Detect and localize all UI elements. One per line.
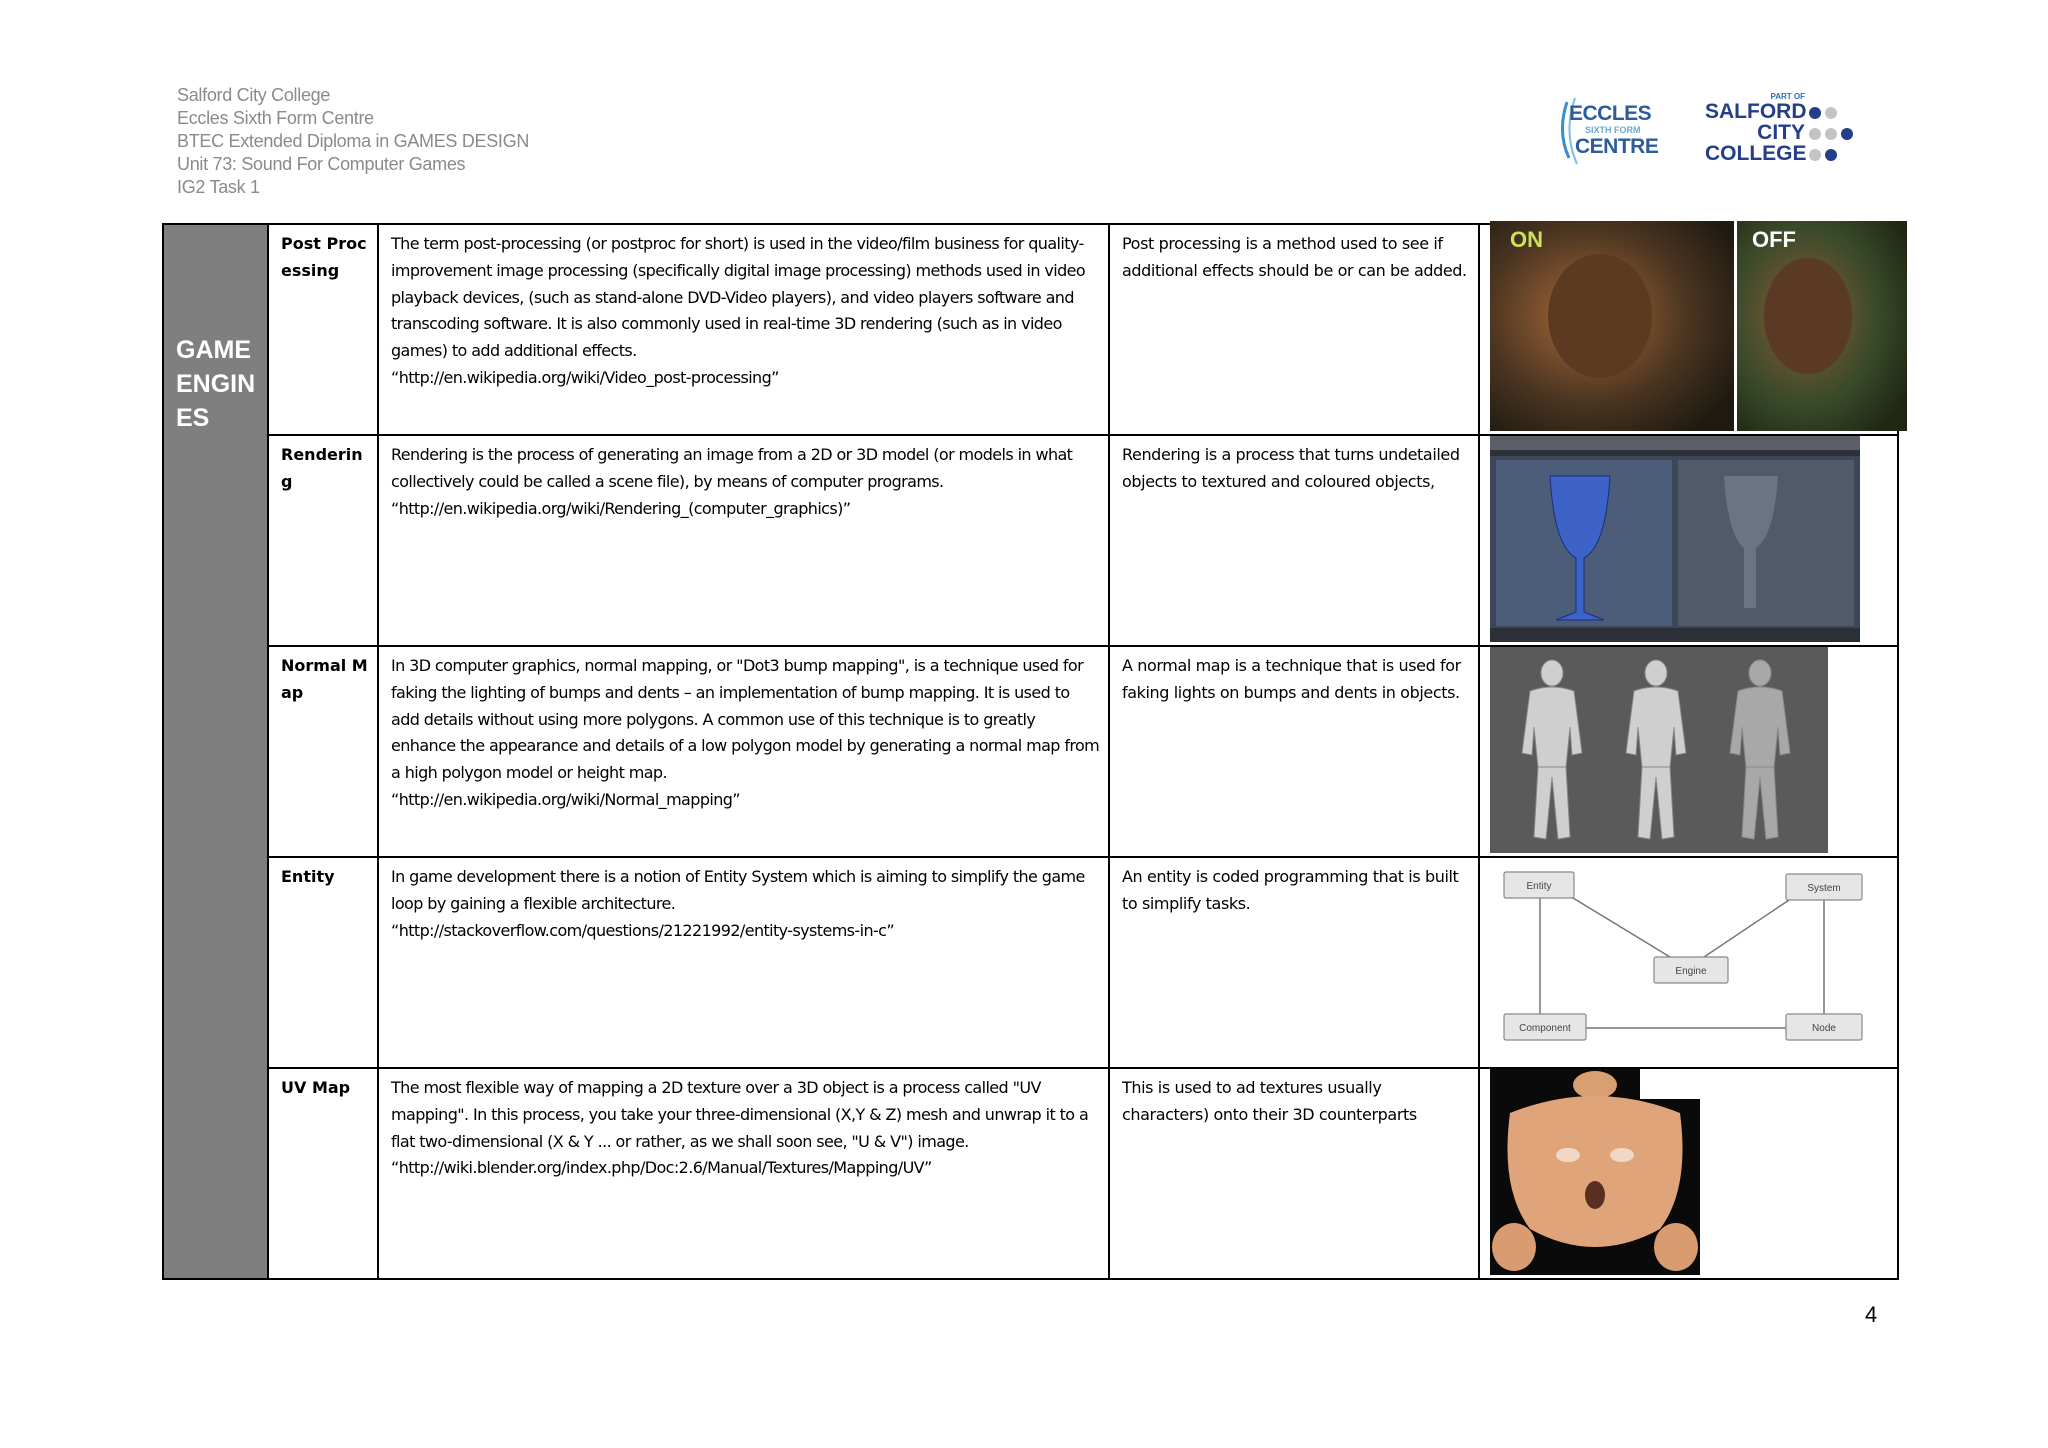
diagram-node-system: System [1807,883,1841,894]
summary-cell: A normal map is a technique that is used for faking lights on bumps and dents in objects. [1109,646,1479,857]
source-link[interactable]: “http://en.wikipedia.org/wiki/Video_post-processing” [391,367,779,387]
section-label-cell [163,224,268,1279]
header-line: BTEC Extended Diploma in GAMES DESIGN [177,131,530,151]
source-link[interactable]: “http://wiki.blender.org/index.php/Doc:2.6/Manual/Textures/Mapping/UV” [391,1158,932,1178]
term-cell: Rendering [268,435,378,646]
image-cell [1479,646,1898,857]
table-row [163,857,1898,1068]
summary-cell: This is used to ad textures usually characters) onto their 3D counterparts [1109,1068,1479,1279]
header-line: Salford City College [177,85,331,105]
uv-map-texture-image [1490,1069,1700,1275]
summary-cell: An entity is coded programming that is built to simplify tasks. [1109,857,1479,1068]
description-text: Rendering is the process of generating an image from a 2D or 3D model (or models in what collectively could be called a scene file), by means of computer programs. [391,445,1073,491]
term-cell: UV Map [268,1068,378,1279]
diagram-node-node: Node [1812,1023,1836,1034]
description-cell [378,435,1109,646]
diagram-node-entity: Entity [1526,881,1552,892]
description-cell [378,646,1109,857]
table-row [163,1068,1898,1279]
header-line: Eccles Sixth Form Centre [177,108,374,128]
salford-city-college-logo: PART OF SALFORD CITY COLLEGE [1705,92,1875,168]
table-row [163,224,1898,435]
diagram-node-component: Component [1519,1023,1571,1034]
summary-cell: Rendering is a process that turns undetailed objects to textured and coloured objects, [1109,435,1479,646]
description-text: In 3D computer graphics, normal mapping, or "Dot3 bump mapping", is a technique used for faking the lighting of bumps and dents – an implementation of bump mapping. It is used to add details without using more polygons. A common use of this technique is to greatly enhance the appearance and details of a low polygon model by generating a normal map from a high polygon model or height map. [391,656,1100,783]
description-text: The term post-processing (or postproc for short) is used in the video/film business for quality-improvement image processing (specifically digital image processing) methods used in video playback devices, (such as stand-alone DVD-Video players), and video players software and transcoding software. It is also commonly used in real-time 3D rendering (such as in video games) to add additional effects. [391,234,1086,361]
term-cell: Post Processing [268,224,378,435]
document-header [177,84,529,199]
diagram-node-engine: Engine [1675,966,1707,977]
description-text: The most flexible way of mapping a 2D texture over a 3D object is a process called "UV mapping". In this process, you take your three-dimensional (X,Y & Z) mesh and unwrap it to a flat two-dimensional (X & Y ... or rather, as we shall soon see, "U & V") image. [391,1078,1089,1151]
header-line: Unit 73: Sound For Computer Games [177,154,466,174]
game-engines-table [162,223,1899,1280]
description-text: In game development there is a notion of Entity System which is aiming to simplify the game loop by gaining a flexible architecture. [391,867,1085,913]
section-label: GAME ENGIN ES [176,336,256,432]
source-link[interactable]: “http://stackoverflow.com/questions/21221992/entity-systems-in-c” [391,920,895,940]
image-cell [1479,857,1898,1068]
svg-text:ON: ON [1510,227,1543,252]
logos [1555,92,1875,172]
rendering-screenshot-image [1490,436,1860,642]
term-cell: Entity [268,857,378,1068]
table-row [163,435,1898,646]
page-number: 4 [1865,1302,1878,1327]
image-cell [1479,435,1898,646]
source-link[interactable]: “http://en.wikipedia.org/wiki/Rendering_(computer_graphics)” [391,498,851,518]
term-cell: Normal Map [268,646,378,857]
header-line: IG2 Task 1 [177,177,260,197]
summary-cell: Post processing is a method used to see if additional effects should be or can be added. [1109,224,1479,435]
svg-text:OFF: OFF [1752,227,1796,252]
image-cell [1479,1068,1898,1279]
post-processing-comparison-image [1490,221,1907,431]
image-cell [1479,224,1898,435]
normal-map-characters-image [1490,647,1828,853]
source-link[interactable]: “http://en.wikipedia.org/wiki/Normal_mapping” [391,789,741,809]
entity-system-diagram [1490,862,1890,1062]
description-cell [378,224,1109,435]
table-row [163,646,1898,857]
description-cell [378,1068,1109,1279]
eccles-centre-logo: ECCLES SIXTH FORM CENTRE [1555,92,1665,168]
description-cell [378,857,1109,1068]
